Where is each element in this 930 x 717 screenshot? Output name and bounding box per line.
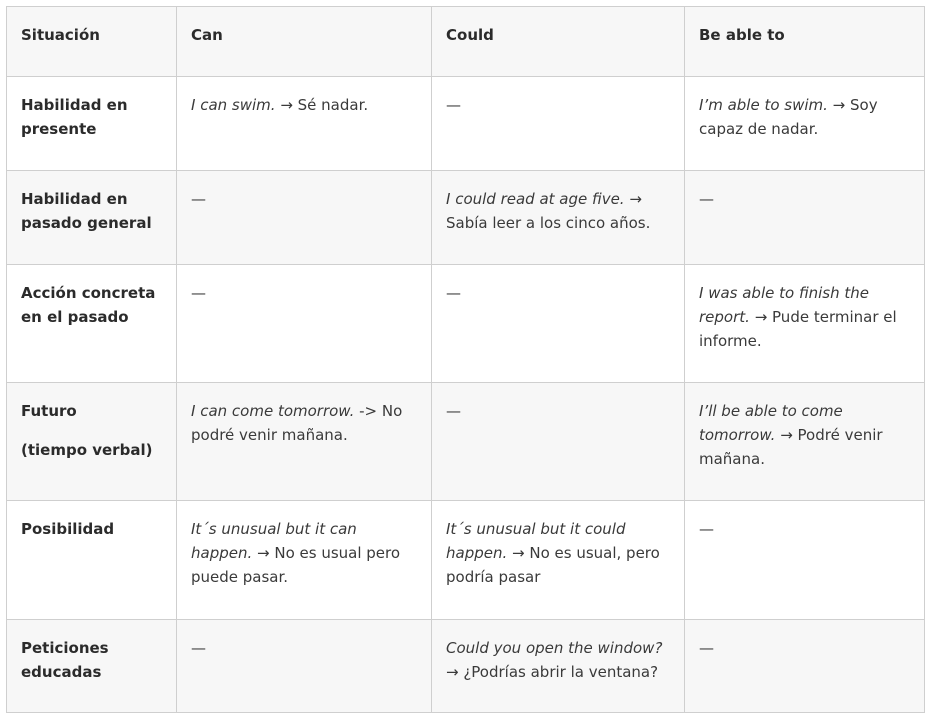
empty-dash: — [446, 96, 461, 114]
situation-cell [7, 265, 177, 383]
be-able-to-cell [685, 620, 925, 713]
situation-label: Futuro [21, 402, 77, 420]
empty-dash: — [699, 190, 714, 208]
header-could: Could [432, 7, 685, 77]
header-be-able-to: Be able to [685, 7, 925, 77]
empty-dash: — [191, 284, 206, 302]
table-row [7, 620, 925, 713]
can-cell [177, 501, 432, 620]
empty-dash: — [191, 190, 206, 208]
empty-dash: — [699, 520, 714, 538]
be-able-to-cell [685, 265, 925, 383]
situation-cell [7, 77, 177, 171]
situation-label: Habilidad en presente [21, 96, 128, 138]
empty-dash: — [191, 639, 206, 657]
example-english: It´s unusual but it can happen. [191, 520, 357, 562]
situation-label: Peticiones educadas [21, 639, 109, 681]
be-able-to-cell [685, 77, 925, 171]
empty-dash: — [446, 284, 461, 302]
example-spanish: → Pude terminar el informe. [699, 308, 897, 350]
table-row [7, 171, 925, 265]
situation-cell [7, 383, 177, 501]
could-cell [432, 77, 685, 171]
example-spanish: -> No podré venir mañana. [191, 402, 403, 444]
be-able-to-cell [685, 501, 925, 620]
can-cell [177, 171, 432, 265]
modal-verbs-table [6, 6, 925, 713]
could-cell [432, 171, 685, 265]
table-row [7, 501, 925, 620]
be-able-to-cell [685, 383, 925, 501]
situation-label: Acción concreta en el pasado [21, 284, 156, 326]
example-english: I’m able to swim. [699, 96, 828, 114]
situation-cell [7, 501, 177, 620]
example-spanish: → No es usual pero puede pasar. [191, 544, 401, 586]
example-spanish: → Sabía leer a los cinco años. [446, 190, 651, 232]
table-row [7, 77, 925, 171]
can-cell [177, 383, 432, 501]
example-english: Could you open the window? [446, 639, 663, 657]
situation-label: Habilidad en pasado general [21, 190, 152, 232]
example-english: It´s unusual but it could happen. [446, 520, 626, 562]
could-cell [432, 383, 685, 501]
situation-cell [7, 171, 177, 265]
header-can: Can [177, 7, 432, 77]
could-cell [432, 501, 685, 620]
empty-dash: — [699, 639, 714, 657]
could-cell [432, 265, 685, 383]
example-spanish: → Podré venir mañana. [699, 426, 883, 468]
table-row [7, 265, 925, 383]
example-english: I’ll be able to come tomorrow. [699, 402, 843, 444]
situation-label: Posibilidad [21, 520, 115, 538]
header-situacion: Situación [7, 7, 177, 77]
example-spanish: → Soy capaz de nadar. [699, 96, 878, 138]
example-spanish: → No es usual, pero podría pasar [446, 544, 660, 586]
example-spanish: → ¿Podrías abrir la ventana? [446, 663, 659, 681]
example-english: I was able to finish the report. [699, 284, 870, 326]
can-cell [177, 620, 432, 713]
can-cell [177, 265, 432, 383]
table-header-row [7, 7, 925, 77]
example-english: I could read at age five. [446, 190, 625, 208]
could-cell [432, 620, 685, 713]
situation-sublabel: (tiempo verbal) [21, 441, 153, 459]
example-spanish: → Sé nadar. [275, 96, 369, 114]
example-english: I can come tomorrow. [191, 402, 355, 420]
empty-dash: — [446, 402, 461, 420]
table-row [7, 383, 925, 501]
example-english: I can swim. [191, 96, 276, 114]
can-cell [177, 77, 432, 171]
be-able-to-cell [685, 171, 925, 265]
situation-cell [7, 620, 177, 713]
